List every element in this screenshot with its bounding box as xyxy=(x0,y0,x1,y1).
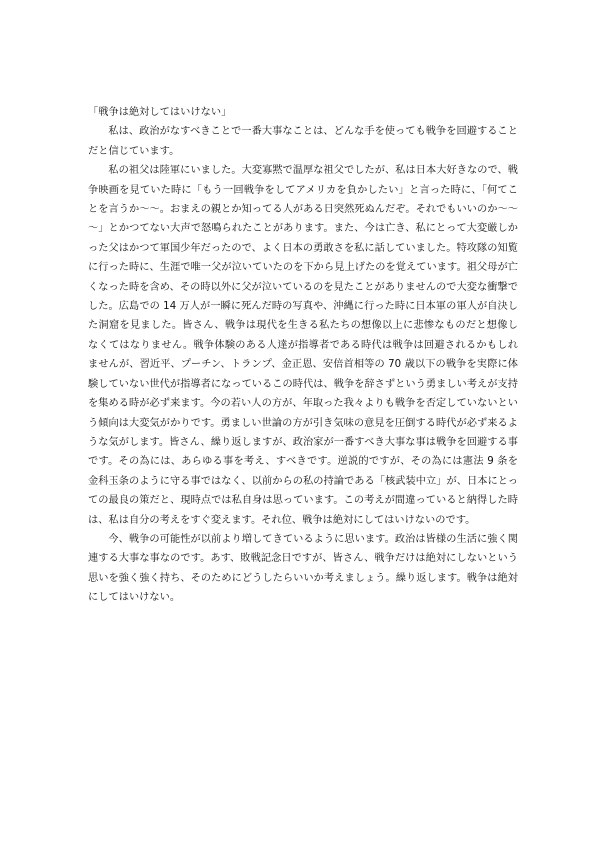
paragraph-2: 私の祖父は陸軍にいました。大変寡黙で温厚な祖父でしたが、私は日本大好きなので、戦争映画を見ていた時に「もう一回戦争をしてアメリカを負かしたい」と言った時に、「何てことを言うか～～。おまえの親とか知ってる人がある日突然死ぬんだぞ。それでもいいのか～～～」とかつてない大声で怒鳴られたことがあります。また、今は亡き、私にとって大変厳しかった父はかつて軍国少年だったので、よく日本の勇敢さを私に話していました。特攻隊の知覧に行った時に、生涯で唯一父が泣いていたのを下から見上げたのを覚えています。祖父母が亡くなった時を含め、その時以外に父が泣いているのを見たことがありませんので大変な衝撃でした。広島での 14 万人が一瞬に死んだ時の写真や、沖縄に行った時に日本軍の軍人が自決した洞窟を見ました。皆さん、戦争は現代を生きる私たちの想像以上に悲惨なものだと想像しなくてはなりません。戦争体験のある人達が指導者である時代は戦争は回避されるかもしれませんが、習近平、プーチン、トランプ、金正恩、安倍首相等の 70 歳以下の戦争を実際に体験していない世代が指導者になっているこの時代は、戦争を辞さずという勇ましい考えが支持を集める時が必ず来ます。今の若い人の方が、年取った我々よりも戦争を否定していないという傾向は大変気がかりです。勇ましい世論の方が引き気味の意見を圧倒する時代が必ず来るような気がします。皆さん、繰り返しますが、政治家が一番すべき大事な事は戦争を回避する事です。その為には、あらゆる事を考え、すべきです。逆説的ですが、その為には憲法 9 条を金科玉条のように守る事ではなく、以前からの私の持論である「核武装中立」が、日本にとっての最良の策だと、現時点では私自身は思っています。この考えが間違っていると納得した時は、私は自分の考えをすぐ変えます。それ位、戦争は絶対にしてはいけないのです。 xyxy=(88,165,518,526)
document-body xyxy=(88,103,518,608)
paragraph-1: 私は、政治がなすべきことで一番大事なことは、どんな手を使っても戦争を回避することだと信じています。 xyxy=(88,126,518,157)
document-title: 「戦争は絶対してはいけない」 xyxy=(88,107,232,118)
paragraph-3: 今、戦争の可能性が以前より増してきているように思います。政治は皆様の生活に強く関連する大事な事なのです。あす、敗戦記念日ですが、皆さん、戦争だけは絶対にしないという思いを強く強く持ち、そのためにどうしたらいいか考えましょう。繰り返します。戦争は絶対にしてはいけない。 xyxy=(88,533,518,604)
